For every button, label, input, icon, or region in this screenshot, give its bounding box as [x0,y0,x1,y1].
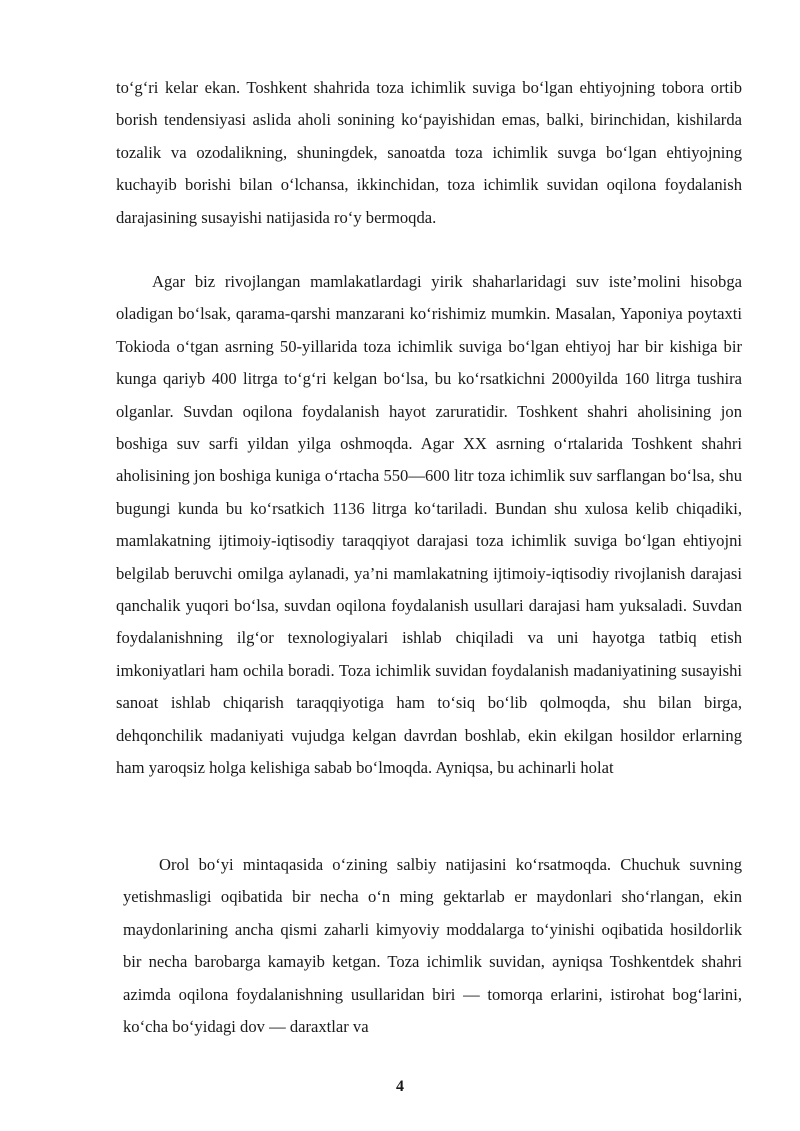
paragraph-2: Agar biz rivojlangan mamlakatlardagi yirik shaharlaridagi suv iste’molini hisobga oladigan bo‘lsak, qarama-qarshi manzarani ko‘rishimiz mumkin. Masalan, Yaponiya poytaxti Tokioda o‘tgan asrning 50-yillarida toza ichimlik suviga bo‘lgan ehtiyoj har bir kishiga bir kunga qariyb 400 litrga to‘g‘ri kelgan bo‘lsa, bu ko‘rsatkichni 2000yilda 160 litrga tushira olganlar. Suvdan oqilona foydalanish hayot zaruratidir. Toshkent shahri aholisining jon boshiga suv sarfi yildan yilga oshmoqda. Agar XX asrning o‘rtalarida Toshkent shahri aholisining jon boshiga kuniga o‘rtacha 550—600 litr toza ichimlik suv sarflangan bo‘lsa, shu bugungi kunda bu ko‘rsatkich 1136 litrga ko‘tariladi. Bundan shu xulosa kelib chiqadiki, mamlakatning ijtimoiy-iqtisodiy taraqqiyot darajasi toza ichimlik suviga bo‘lgan ehtiyojni belgilab beruvchi omilga aylanadi, ya’ni mamlakatning ijtimoiy-iqtisodiy rivojlanish darajasi qanchalik yuqori bo‘lsa, suvdan oqilona foydalanish usullari darajasi ham yuksaladi. Suvdan foydalanishning ilg‘or texnologiyalari ishlab chiqiladi va uni hayotga tatbiq etish imkoniyatlari ham ochila boradi. Toza ichimlik suvidan foydalanish madaniyatining susayishi sanoat ishlab chiqarish taraqqiyotiga ham to‘siq bo‘lib qolmoqda, shu bilan birga, dehqonchilik madaniyati vujudga kelgan davrdan boshlab, ekin ekilgan hosildor erlarning ham yaroqsiz holga kelishiga sabab bo‘lmoqda. Ayniqsa, bu achinarli holat [116,272,742,778]
page-number: 4 [396,1078,404,1095]
paragraph-3: Orol bo‘yi mintaqasida o‘zining salbiy natijasini ko‘rsatmoqda. Chuchuk suvning yetishmasligi oqibatida bir necha o‘n ming gektarlab er maydonlari sho‘rlangan, ekin maydonlarining ancha qismi zaharli kimyoviy moddalarga to‘yinishi oqibatida hosildorlik bir necha barobarga kamayib ketgan. Toza ichimlik suvidan, ayniqsa Toshkentdek shahri azimda oqilona foydalanishning usullaridan biri — tomorqa erlarini, istirohat bog‘larini, ko‘cha bo‘yidagi dov — daraxtlar va [123,855,742,1037]
paragraph-1: to‘g‘ri kelar ekan. Toshkent shahrida toza ichimlik suviga bo‘lgan ehtiyojning tobora ortib borish tendensiyasi aslida aholi sonining ko‘payishidan emas, balki, birinchidan, kishilarda tozalik va ozodalikning, shuningdek, sanoatda toza ichimlik suvga bo‘lgan ehtiyojning kuchayib borishi bilan o‘lchansa, ikkinchidan, toza ichimlik suvidan oqilona foydalanish darajasining susayishi natijasida ro‘y bermoqda. [116,78,742,227]
